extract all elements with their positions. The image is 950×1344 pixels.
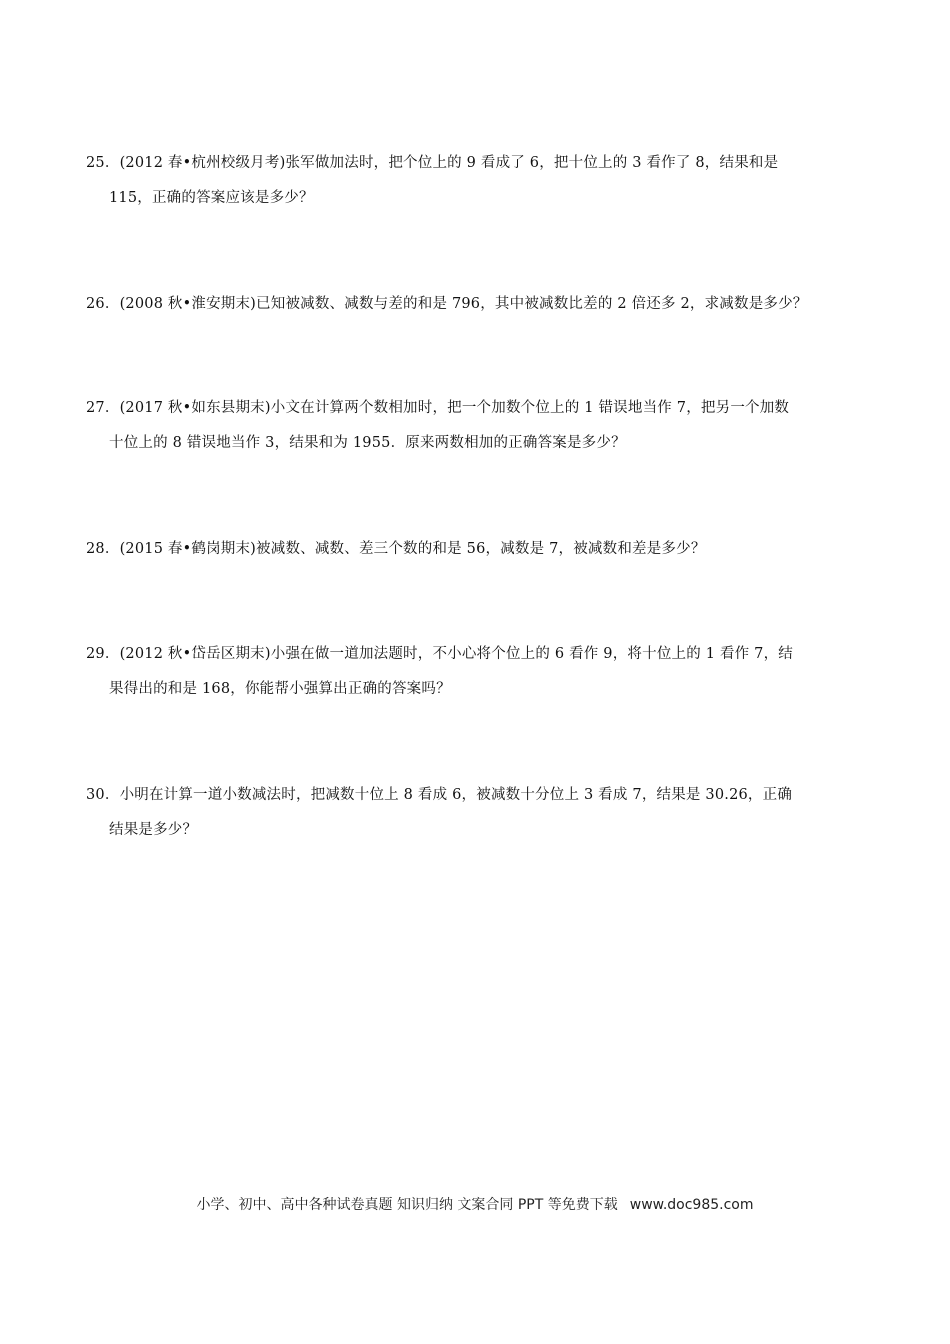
question-line xyxy=(86,637,866,672)
question-30 xyxy=(86,778,866,848)
question-number: 29． xyxy=(86,646,120,662)
question-line xyxy=(86,391,866,426)
question-line xyxy=(86,287,866,322)
question-number: 30． xyxy=(86,787,120,803)
question-29 xyxy=(86,637,866,707)
question-line: 结果是多少？ xyxy=(109,822,198,838)
question-26 xyxy=(86,287,866,322)
question-28 xyxy=(86,532,866,567)
question-text: (2015 春•鹤岗期末)被减数、减数、差三个数的和是 56，减数是 7，被减数和差是多少？ xyxy=(119,541,706,557)
question-line xyxy=(86,778,866,813)
question-number: 28． xyxy=(86,541,120,557)
footer-text: 小学、初中、高中各种试卷真题 知识归纳 文案合同 PPT 等免费下载 xyxy=(196,1197,618,1213)
question-text: (2017 秋•如东县期末)小文在计算两个数相加时，把一个加数个位上的 1 错误地当作 7，把另一个加数 xyxy=(119,400,790,416)
question-25 xyxy=(86,146,866,216)
question-text: (2012 秋•岱岳区期末)小强在做一道加法题时，不小心将个位上的 6 看作 9，将十位上的 1 看作 7，结 xyxy=(119,646,793,662)
question-text: 小明在计算一道小数减法时，把减数十位上 8 看成 6，被减数十分位上 3 看成 7，结果是 30.26，正确 xyxy=(119,787,793,803)
question-number: 27． xyxy=(86,400,120,416)
question-text: (2012 春•杭州校级月考)张军做加法时，把个位上的 9 看成了 6，把十位上的 3 看作了 8，结果和是 xyxy=(119,155,779,171)
question-number: 26． xyxy=(86,296,120,312)
question-line: 果得出的和是 168，你能帮小强算出正确的答案吗？ xyxy=(109,681,451,697)
question-text: (2008 秋•淮安期末)已知被减数、减数与差的和是 796，其中被减数比差的 2 倍还多 2，求减数是多少？ xyxy=(119,296,808,312)
question-number: 25． xyxy=(86,155,120,171)
question-27 xyxy=(86,391,866,461)
question-line: 115，正确的答案应该是多少？ xyxy=(109,190,314,206)
question-line: 十位上的 8 错误地当作 3，结果和为 1955．原来两数相加的正确答案是多少？ xyxy=(109,435,626,451)
question-line xyxy=(86,532,866,567)
footer-url[interactable]: www.doc985.com xyxy=(629,1197,754,1213)
question-line xyxy=(86,146,866,181)
page-footer xyxy=(0,1194,950,1214)
